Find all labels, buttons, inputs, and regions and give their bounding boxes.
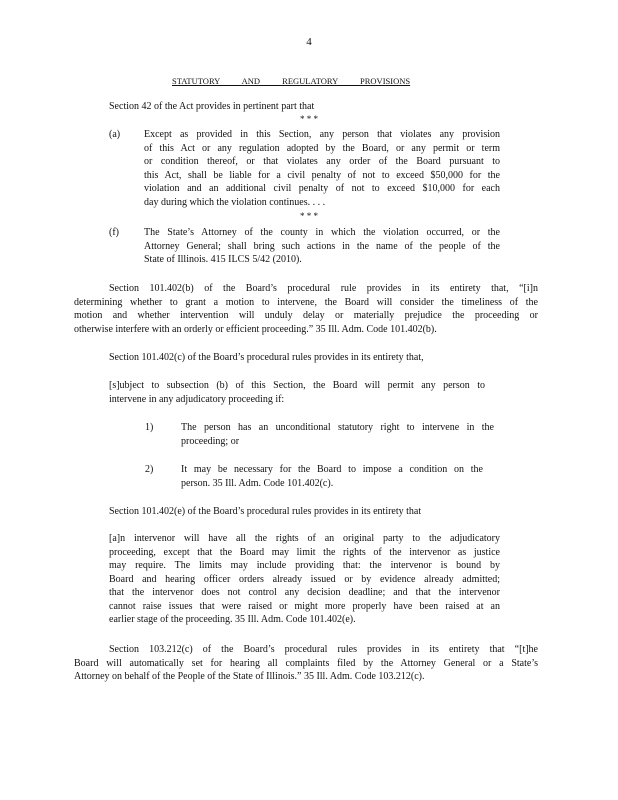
para-101402e-quote-line: cannot raise issues that were raised or might more properly have been raised at an	[109, 600, 500, 612]
para-101402c-quote-line: [s]ubject to subsection (b) of this Section, the Board will permit any person to	[109, 380, 485, 391]
para-a-line: or condition thereof, or that violates any order of the Board pursuant to	[144, 156, 500, 167]
para-101402b	[74, 282, 538, 336]
para-103212c-line: Board will automatically set for hearing all complaints filed by the Attorney General or a State’s	[74, 657, 538, 669]
item-1-label: 1)	[145, 422, 154, 433]
para-a-line: day during which the violation continues. . . .	[144, 196, 326, 208]
para-a-line: of this Act or any regulation adopted by the Board, or any permit or term	[144, 142, 500, 154]
section-heading: STATUTORY AND REGULATORY PROVISIONS	[172, 76, 411, 86]
item-2-text	[181, 463, 483, 490]
para-101402b-line: otherwise interfere with an orderly or efficient proceeding.” 35 Ill. Adm. Code 101.402(b).	[74, 323, 437, 335]
para-101402c-intro: Section 101.402(c) of the Board’s procedural rules provides in its entirety that,	[109, 352, 424, 363]
para-f-line: The State’s Attorney of the county in which the violation occurred, or the	[144, 227, 500, 238]
para-a-line: this Act, shall be liable for a civil penalty of not to exceed $50,000 for the	[144, 169, 500, 181]
para-f-line: Attorney General; shall bring such actions in the name of the people of the	[144, 240, 500, 252]
section-42-intro: Section 42 of the Act provides in pertinent part that	[109, 101, 315, 112]
para-a-line: Except as provided in this Section, any person that violates any provision	[144, 129, 500, 140]
para-101402e-quote-line: earlier stage of the proceeding. 35 Ill. Adm. Code 101.402(e).	[109, 614, 356, 625]
item-2-line: person. 35 Ill. Adm. Code 101.402(c).	[181, 477, 334, 489]
item-2-label: 2)	[145, 464, 154, 475]
para-101402e-intro: Section 101.402(e) of the Board’s procedural rules provides in its entirety that	[109, 506, 422, 517]
para-a-line: violation and an additional civil penalty of not to exceed $10,000 for each	[144, 183, 500, 194]
item-1-text	[181, 421, 494, 448]
para-101402b-line: motion and whether intervention will unduly delay or materially prejudice the proceeding or	[74, 310, 538, 321]
para-101402b-line: determining whether to grant a motion to intervene, the Board will consider the timeliness of the	[74, 296, 538, 308]
item-2-line: It may be necessary for the Board to impose a condition on the	[181, 464, 483, 475]
ellipsis-stars-1: * * *	[300, 114, 318, 124]
para-f-text	[144, 226, 500, 267]
para-103212c-line: Attorney on behalf of the People of the State of Illinois.” 35 Ill. Adm. Code 103.212(c).	[74, 671, 425, 682]
para-101402e-quote-line: [a]n intervenor will have all the rights of an original party to the adjudicatory	[109, 533, 500, 544]
para-a-label: (a)	[109, 129, 121, 140]
para-101402e-quote-line: Board and hearing officer orders already issued or by evidence already admitted;	[109, 573, 500, 585]
para-103212c-first: Section 103.212(c) of the Board’s procedural rules provides in its entirety that “[t]he	[109, 644, 538, 655]
para-101402e-quote-line: proceeding, except that the Board may limit the rights of the intervenor as justice	[109, 546, 500, 558]
para-101402c-quote	[109, 379, 485, 406]
para-101402e-quote	[109, 532, 500, 627]
para-101402b-first: Section 101.402(b) of the Board’s procedural rule provides in its entirety that, “[i]n	[109, 283, 538, 294]
item-1-line: The person has an unconditional statutory right to intervene in the	[181, 422, 494, 433]
para-f-line: State of Illinois. 415 ILCS 5/42 (2010).	[144, 254, 302, 265]
para-101402e-quote-line: may require. The limits may include providing that: the intervenor is bound by	[109, 560, 500, 571]
ellipsis-stars-2: * * *	[300, 211, 318, 221]
item-1-line: proceeding; or	[181, 435, 240, 447]
para-101402e-quote-line: that the intervenor does not control any decision deadline; and that the intervenor	[109, 587, 500, 598]
page-number: 4	[306, 36, 312, 48]
para-a-text	[144, 128, 500, 209]
para-f-label: (f)	[109, 227, 119, 238]
para-103212c	[74, 643, 538, 684]
para-101402c-quote-line: intervene in any adjudicatory proceeding if:	[109, 393, 285, 405]
